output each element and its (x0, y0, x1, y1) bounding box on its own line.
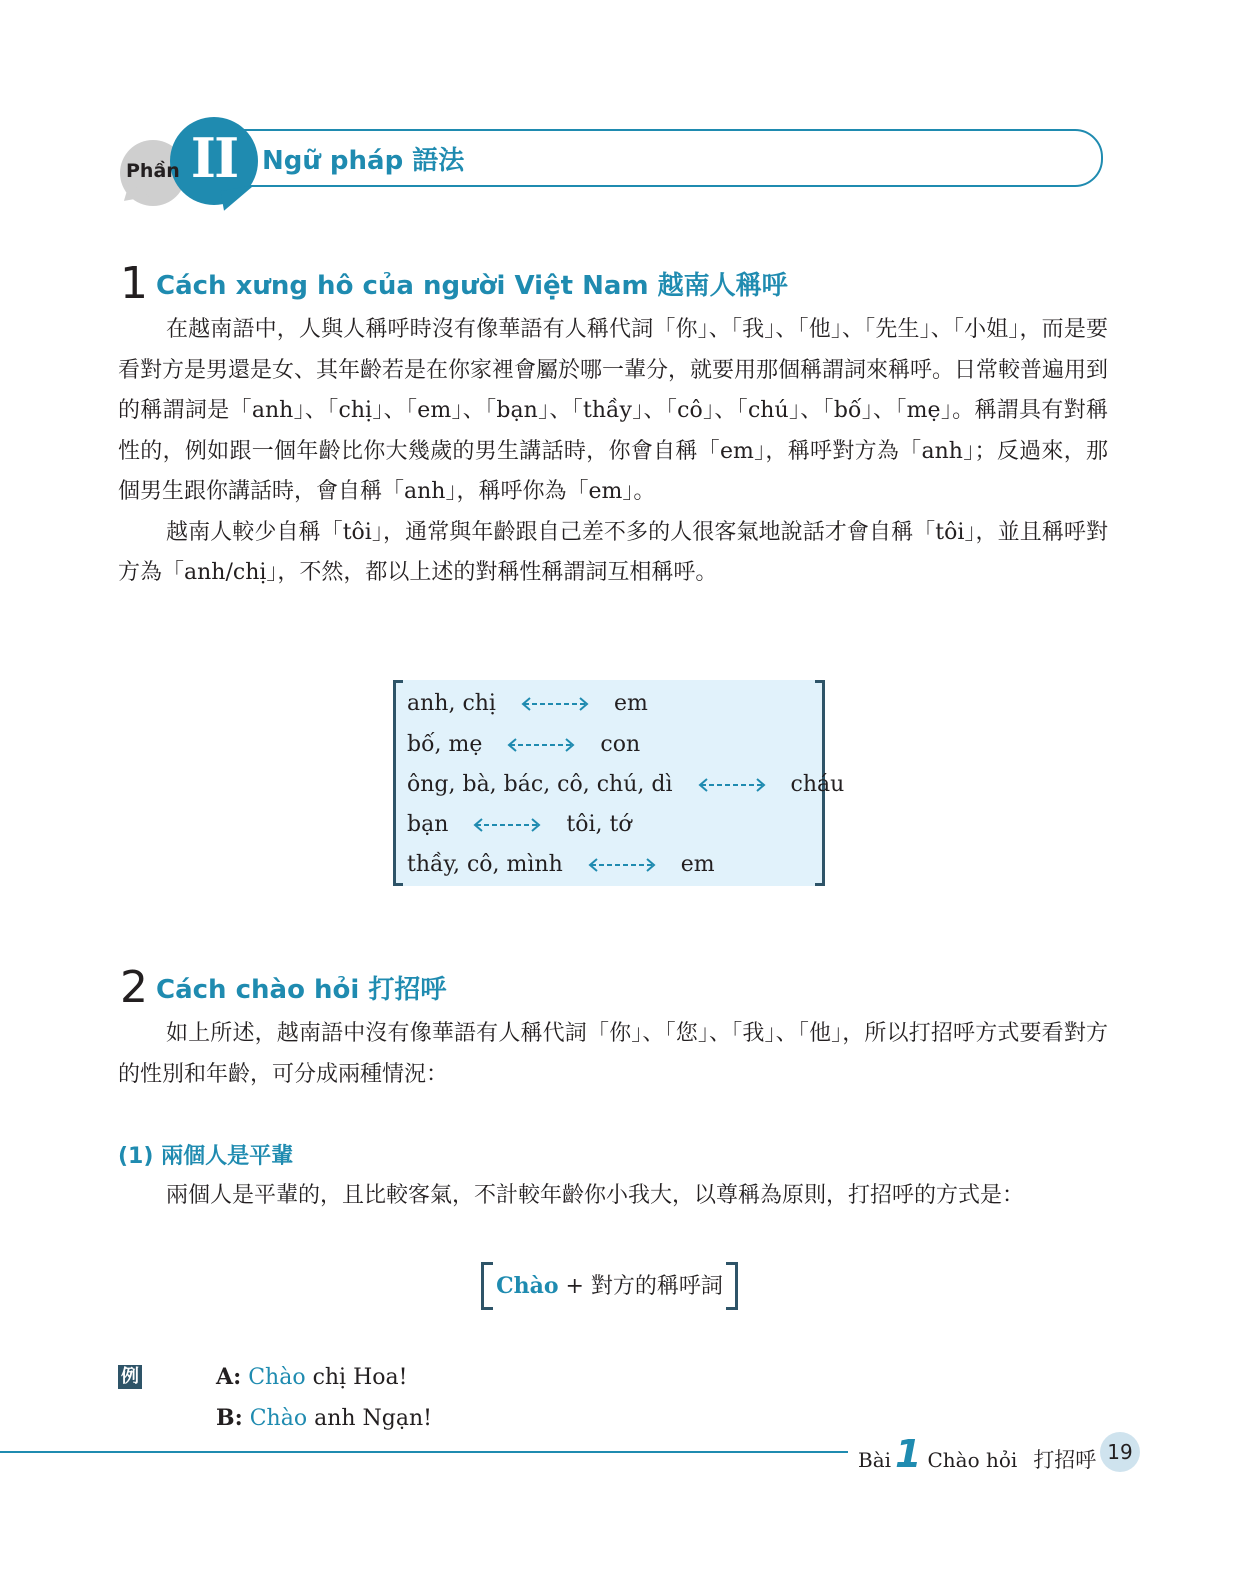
section-2-number: 2 (120, 962, 148, 1013)
pair-left: bạn (407, 812, 449, 837)
pair-left: bố, mẹ (407, 732, 483, 757)
greeting-word: Chào (248, 1365, 306, 1390)
pair-right: em (613, 691, 648, 716)
speaker-label: B: (216, 1405, 243, 1431)
section-1-body (118, 310, 1108, 594)
section-2-paragraph: 如上所述，越南語中沒有像華語有人稱代詞「你」、「您」、「我」、「他」，所以打招呼方式要看對方的性別和年齡，可分成兩種情況： (118, 1021, 1108, 1087)
pair-right: cháu (790, 772, 845, 797)
double-arrow-icon (697, 778, 767, 792)
double-arrow-icon (587, 858, 657, 872)
subheading-peers-text: 兩個人是平輩的，且比較客氣，不計較年齡你小我大，以尊稱為原則，打招呼的方式是： (166, 1183, 1025, 1208)
pair-right: em (680, 852, 715, 877)
pair-left: anh, chị (407, 691, 496, 716)
example-badge: 例 (118, 1365, 142, 1389)
pronoun-pair-row (407, 725, 640, 765)
double-arrow-icon (520, 697, 590, 711)
footer-bai: Bài (858, 1448, 892, 1472)
part-numeral: II (190, 126, 238, 190)
footer-lesson-title-zh: 打招呼 (1033, 1448, 1097, 1472)
section-1-number: 1 (120, 258, 148, 309)
section-2-body (118, 1014, 1108, 1095)
section-1-paragraph-1: 在越南語中，人與人稱呼時沒有像華語有人稱代詞「你」、「我」、「他」、「先生」、「小姐」，而是要看對方是男還是女、其年齡若是在你家裡會屬於哪一輩分，就要用那個稱謂詞來稱呼。日常較普遍用到的稱謂詞是「anh」、「chị」、「em」、「bạn」、「thầy」、「cô」、「chú」、「bố」、「mẹ」。稱謂具有對稱性的，例如跟一個年齡比你大幾歲的男生講話時，你會自稱「em」，稱呼對方為「anh」；反過來，那個男生跟你講話時，會自稱「anh」，稱呼你為「em」。 (118, 317, 1109, 504)
footer-lesson-number: 1 (895, 1432, 922, 1476)
greeting-rest: chị Hoa! (305, 1365, 408, 1390)
part-label: Phần (126, 160, 180, 182)
pair-right: tôi, tớ (566, 812, 632, 837)
pronoun-pair-row (407, 845, 715, 885)
section-1-title: Cách xưng hô của người Việt Nam 越南人稱呼 (156, 271, 788, 301)
speaker-label: A: (216, 1364, 242, 1390)
section-2-heading (120, 962, 446, 1013)
pronoun-pair-row (407, 805, 632, 845)
part-title: Ngữ pháp 語法 (262, 146, 465, 176)
page-number: 19 (1100, 1432, 1140, 1472)
pronoun-pair-row (407, 684, 648, 724)
example-line (216, 1357, 407, 1398)
greeting-word: Chào (249, 1406, 308, 1431)
pair-left: ông, bà, bác, cô, chú, dì (407, 772, 673, 797)
subheading-peers-body (118, 1176, 1108, 1217)
greeting-rest: anh Ngạn! (307, 1406, 432, 1431)
greeting-formula (481, 1268, 738, 1305)
example-line (216, 1398, 432, 1439)
left-bracket (393, 680, 403, 886)
subheading-peers: (1) 兩個人是平輩 (118, 1144, 294, 1169)
double-arrow-icon (506, 738, 576, 752)
pair-left: thầy, cô, mình (407, 852, 563, 877)
footer-lesson-label (858, 1432, 1096, 1476)
footer-lesson-title-vi: Chào hỏi (927, 1448, 1018, 1472)
formula-keyword: Chào (496, 1273, 559, 1299)
footer-rule (0, 1451, 848, 1453)
section-1-heading (120, 258, 788, 309)
formula-rest: + 對方的稱呼詞 (558, 1274, 723, 1299)
double-arrow-icon (472, 818, 542, 832)
section-2-title: Cách chào hỏi 打招呼 (156, 975, 447, 1005)
pronoun-pair-row (407, 765, 844, 805)
section-1-paragraph-2: 越南人較少自稱「tôi」，通常與年齡跟自己差不多的人很客氣地說話才會自稱「tôi」，並且稱呼對方為「anh/chị」，不然，都以上述的對稱性稱謂詞互相稱呼。 (118, 519, 1108, 585)
pair-right: con (600, 732, 641, 757)
